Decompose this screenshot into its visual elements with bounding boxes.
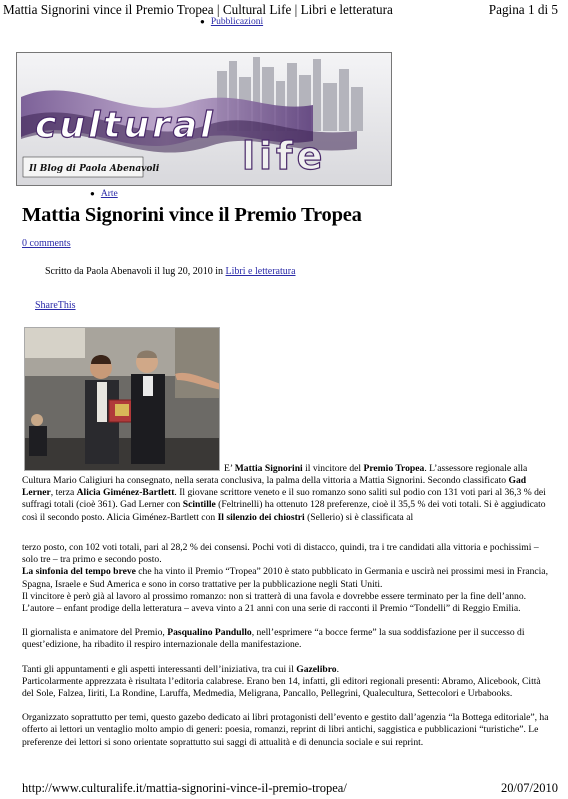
print-header-page-number: Pagina 1 di 5 xyxy=(488,2,558,17)
book-title-silenzio: Il silenzio dei chiostri xyxy=(217,511,305,523)
banner-tagline: Il Blog di Paola Abenavoli xyxy=(29,164,160,174)
text-span: Cultura Mario Caligiuri ha consegnato, nella serata conclusiva, la palma della vittoria a Mattia Signorini. Secondo classificato xyxy=(22,475,507,486)
prize-name: Premio Tropea xyxy=(363,463,425,474)
svg-text:cultural: cultural xyxy=(35,105,216,146)
third-place-name: Alicia Giménez-Bartlett xyxy=(76,487,175,499)
paragraph-1-first-line xyxy=(224,463,554,475)
site-banner[interactable] xyxy=(16,52,392,186)
text-span: (Feltrinelli) ha ottenuto 128 preferenze, cioè il 35,5 % dei voti totali. Si è aggiudicato così il secondo posto. Alicia Giménez-Bartlett con xyxy=(22,499,546,523)
sharethis-wrap xyxy=(35,300,76,311)
text-span: E’ xyxy=(224,463,235,474)
text-span: , terza xyxy=(50,487,77,499)
paragraph-4: Il vincitore è però già al lavoro al prossimo romanzo: non si tratterà di una favola e dovrebbe essere terminato per la fine dell’anno. L’autore – enfant prodige della letteratura – aveva vinto a 21 anni con una serie di racconti il Premio “Tondelli” di Reggio Emilia. xyxy=(22,590,527,615)
bullet-icon: ● xyxy=(200,17,205,26)
bullet-icon: ● xyxy=(90,189,95,198)
category-link[interactable]: Arte xyxy=(100,189,118,199)
paragraph-7: Particolarmente apprezzata è risultata l’editoria calabrese. Erano ben 14, infatti, gli editori regionali presenti: Abramo, Alicebook, Città del Sole, Falzea, Iiriti, La Rondine, Laruffa, Medmedia, Meligrana, Pancallo, Pellegrini, Qualecultura, Settecolori e Urbabooks. xyxy=(22,675,541,700)
nav-publications-item xyxy=(200,17,263,27)
text-span: (Sellerio) si è classificata al xyxy=(304,511,414,523)
comments-link-wrap xyxy=(22,238,71,249)
book-title-sinfonia: La sinfonia del tempo breve xyxy=(22,566,136,578)
print-footer-url: http://www.culturalife.it/mattia-signorini-vince-il-premio-tropea/ xyxy=(22,781,347,795)
text-span: che ha vinto il Premio “Tropea” 2010 è stato pubblicato in Germania e uscirà nei prossimi mesi in Francia, Spagna, Israele e Sud America e sono in corso trattative per la pubblicazione negli Stati Uniti. xyxy=(22,566,548,590)
text-span: . xyxy=(336,663,340,675)
print-header-title: Mattia Signorini vince il Premio Tropea | Cultural Life | Libri e letteratura xyxy=(3,2,393,17)
category-item xyxy=(90,189,118,199)
second-place-name: Gad Lerner xyxy=(22,475,527,499)
sharethis-link[interactable]: ShareThis xyxy=(35,300,76,311)
svg-text:life: life xyxy=(242,134,327,178)
text-span: , nell’esprimere “a bocce ferme” la sua soddisfazione per il successo di quest’edizione, ha ribadito il respiro internazionale della manifestazione. xyxy=(22,627,525,651)
comments-link[interactable]: 0 comments xyxy=(22,238,71,249)
byline-category-link[interactable]: Libri e letteratura xyxy=(225,266,296,277)
print-footer-date: 20/07/2010 xyxy=(501,781,558,795)
article-body xyxy=(22,542,552,749)
text-span: . Il giovane scrittore veneto e il suo romanzo sono saliti sul podio con 131 voti pari al 36,3 % dei suffragi totali (cioè 361). Gad Lerner con xyxy=(22,487,546,511)
award-photo-graphic xyxy=(25,328,220,471)
winner-name: Mattia Signorini xyxy=(234,463,303,474)
text-span: . L’assessore regionale alla xyxy=(424,463,528,474)
journalist-name: Pasqualino Pandullo xyxy=(167,627,252,639)
book-title-scintille: Scintille xyxy=(182,499,216,511)
article-title: Mattia Signorini vince il Premio Tropea xyxy=(22,204,362,226)
paragraph-1 xyxy=(22,475,552,538)
text-span: Il giornalista e animatore del Premio, xyxy=(22,627,168,639)
article-photo xyxy=(24,327,220,471)
cultural-life-logo xyxy=(17,53,392,186)
paragraph-6 xyxy=(22,664,552,676)
paragraph-5 xyxy=(22,627,552,651)
paragraph-8: Organizzato soprattutto per temi, questo gazebo dedicato ai libri protagonisti dell’evento e gestito dall’agenzia “la Bottega editoriale”, ha offerto ai lettori un ventaglio molto ampio di generi: poesia, romanzi, reprint di libri antichi, saggistica e pubblicazioni “turistiche”. Le preferenze dei lettori si sono orientate soprattutto sui saggi di attualità e di denuncia sociale e sui reprint. xyxy=(22,712,549,748)
gazelibro-name: Gazelibro xyxy=(296,663,337,675)
text-span: Tanti gli appuntamenti e gli aspetti interessanti dell’iniziativa, tra cui il xyxy=(22,663,297,675)
paragraph-2: terzo posto, con 102 voti totali, pari al 28,2 % dei consensi. Pochi voti di distacco, quindi, tra i tre candidati alla vittoria e pochissimi – solo tre – tra primo e secondo posto. xyxy=(22,542,539,566)
paragraph-3 xyxy=(22,566,552,590)
nav-publications-link[interactable]: Pubblicazioni xyxy=(210,17,264,27)
text-span: il vincitore del xyxy=(302,463,364,474)
byline-text: Scritto da Paola Abenavoli il lug 20, 2010 in xyxy=(45,266,226,277)
article-byline xyxy=(45,266,296,277)
